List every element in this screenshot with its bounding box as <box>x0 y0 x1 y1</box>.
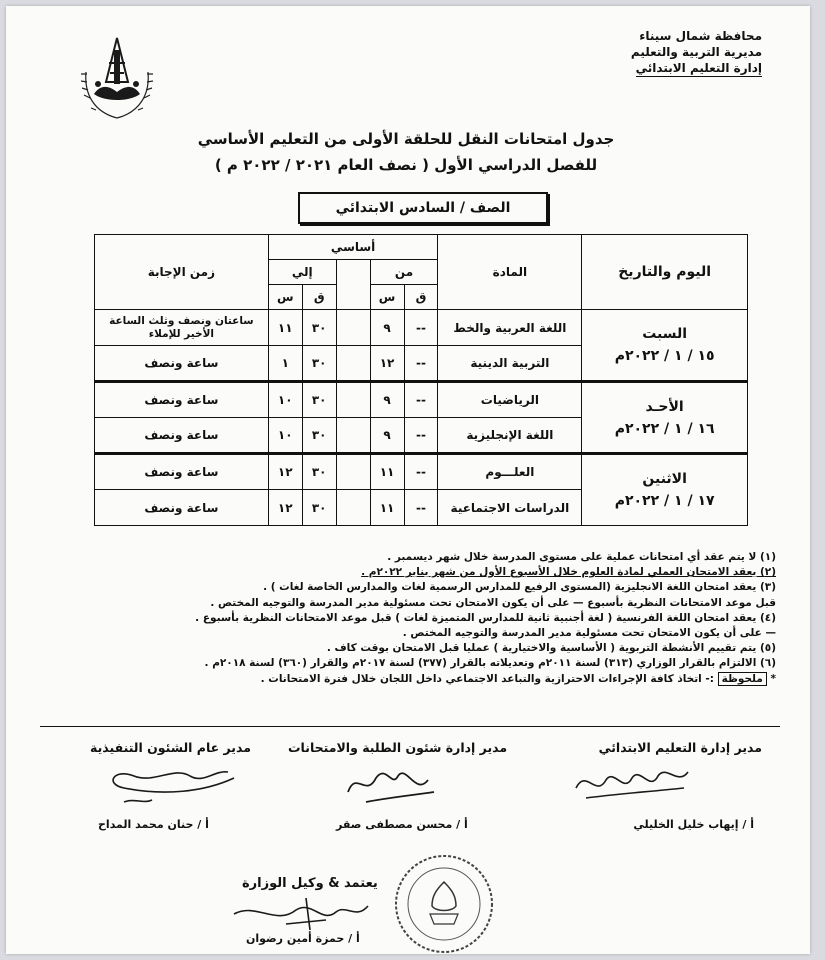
day-date: ١٦ / ١ / ٢٠٢٢م <box>614 420 715 437</box>
day-cell <box>582 382 748 454</box>
note-3-continued: قبل موعد الامتحانات النظرية بأسبوع — على أن يكون الامتحان تحت مسئولية مدير المدرسة والتوجيه المختص . <box>210 596 776 609</box>
spacer-cell <box>336 490 370 526</box>
handwritten-signature-2 <box>336 758 446 808</box>
approval-title: يعتمد & وكيل الوزارة <box>242 876 378 891</box>
to-s-cell: ١٢ <box>268 454 302 490</box>
remark: * ملحوظة :- اتخاذ كافة الإجراءات الاحترازية والتباعد الاجتماعي داخل اللجان خلال فترة الامتحانات . <box>260 672 776 685</box>
header-to-q: ق <box>302 285 336 310</box>
header-duration: زمن الإجابة <box>95 235 269 310</box>
administration-name: إدارة التعليم الابتدائي <box>635 61 762 75</box>
from-s-cell: ١١ <box>370 454 404 490</box>
table-row <box>95 454 748 490</box>
header-day-date: اليوم والتاريخ <box>582 235 748 310</box>
duration-cell: ساعة ونصف <box>95 382 269 418</box>
note-2: (٢) يعقد الامتحان العملي لمادة العلوم خلال الأسبوع الأول من شهر يناير ٢٠٢٢م . <box>361 566 776 579</box>
from-s-cell: ٩ <box>370 382 404 418</box>
note-3: (٣) يعقد امتحان اللغة الانجليزية (المستوى الرفيع للمدارس الرسمية لغات والمدارس الخاصة لغات ) . <box>263 581 776 594</box>
signature-name-student-affairs: أ / محسن مصطفى صقر <box>336 818 468 831</box>
remark-label: ملحوظة <box>718 672 767 686</box>
directorate-name: مديرية التربية والتعليم <box>630 45 762 59</box>
spacer-cell <box>336 454 370 490</box>
note-4-continued: — على أن يكون الامتحان تحت مسئولية مدير المدرسة والتوجيه المختص . <box>402 627 776 640</box>
spacer-cell <box>336 346 370 382</box>
day-name: السبت <box>642 326 688 342</box>
handwritten-signature-approval <box>226 894 376 934</box>
subject-cell: اللغة العربية والخط <box>438 310 582 346</box>
spacer-cell <box>336 418 370 454</box>
duration-cell: ساعتان ونصف وثلث الساعة الأخير للإملاء <box>95 310 269 346</box>
from-s-cell: ١١ <box>370 490 404 526</box>
day-cell <box>582 310 748 382</box>
duration-cell: ساعة ونصف <box>95 418 269 454</box>
duration-cell: ساعة ونصف <box>95 346 269 382</box>
table-row <box>95 382 748 418</box>
remark-text: :- اتخاذ كافة الإجراءات الاحترازية والتباعد الاجتماعي داخل اللجان خلال فترة الامتحانات . <box>260 672 714 685</box>
signature-title-student-affairs: مدير إدارة شئون الطلبة والامتحانات <box>288 740 508 755</box>
to-q-cell: ٣٠ <box>302 346 336 382</box>
note-6: (٦) الالتزام بالقرار الوزاري (٣١٣) لسنة ٢٠١١م وتعديلاته بالقرار (٣٧٧) لسنة ٢٠١٧م والقرار (٣٦٠) لسنة ٢٠١٨م . <box>204 657 776 670</box>
to-s-cell: ١٠ <box>268 382 302 418</box>
signature-title-executive-affairs: مدير عام الشئون التنفيذية <box>90 740 251 755</box>
from-s-cell: ٩ <box>370 310 404 346</box>
duration-cell: ساعة ونصف <box>95 490 269 526</box>
spacer-cell <box>336 382 370 418</box>
issuing-authority <box>532 28 762 77</box>
official-stamp-icon <box>392 852 496 956</box>
governorate-emblem-icon <box>76 32 158 124</box>
header-to-s: س <box>268 285 302 310</box>
grade-label: الصف / السادس الابتدائي <box>298 192 548 224</box>
signature-name-executive-affairs: أ / حنان محمد المداح <box>98 818 209 831</box>
day-cell <box>582 454 748 526</box>
spacer-cell <box>336 310 370 346</box>
day-date: ١٥ / ١ / ٢٠٢٢م <box>614 348 715 364</box>
to-s-cell: ١٠ <box>268 418 302 454</box>
handwritten-signature-1 <box>566 758 696 808</box>
from-q-cell: -- <box>404 346 438 382</box>
signature-name-primary-director: أ / إيهاب خليل الخليلي <box>633 818 754 831</box>
document-page <box>6 6 810 954</box>
subject-cell: التربية الدينية <box>438 346 582 382</box>
duration-cell: ساعة ونصف <box>95 454 269 490</box>
to-q-cell: ٣٠ <box>302 454 336 490</box>
header-from: من <box>370 260 438 285</box>
table-row <box>95 310 748 346</box>
approval-name: أ / حمزة أمين رضوان <box>246 932 360 945</box>
to-q-cell: ٣٠ <box>302 418 336 454</box>
from-q-cell: -- <box>404 490 438 526</box>
header-from-s: س <box>370 285 404 310</box>
governorate-name: محافظة شمال سيناء <box>639 29 762 43</box>
signature-divider <box>40 726 780 727</box>
header-from-q: ق <box>404 285 438 310</box>
note-4: (٤) يعقد امتحان اللغة الفرنسية ( لغة أجنبية ثانية للمدارس المتميزة لغات ) قبل موعد الامتحانات النظرية بأسبوع . <box>195 611 776 624</box>
note-1: (١) لا يتم عقد أي امتحانات عملية على مستوى المدرسة خلال شهر ديسمبر . <box>387 551 776 563</box>
day-date: ١٧ / ١ / ٢٠٢٢م <box>614 493 715 509</box>
exam-schedule-table <box>94 234 748 526</box>
handwritten-signature-3 <box>94 758 244 808</box>
to-q-cell: ٣٠ <box>302 310 336 346</box>
from-q-cell: -- <box>404 418 438 454</box>
from-q-cell: -- <box>404 310 438 346</box>
note-5: (٥) يتم تقييم الأنشطة التربوية ( الأساسية والاختيارية ) عمليا قبل الامتحان بوقت كاف . <box>326 642 776 655</box>
subject-cell: الدراسات الاجتماعية <box>438 490 582 526</box>
notes-section <box>46 550 776 687</box>
from-q-cell: -- <box>404 382 438 418</box>
schedule-title: جدول امتحانات النقل للحلقة الأولى من التعليم الأساسي <box>197 130 615 148</box>
to-s-cell: ١٢ <box>268 490 302 526</box>
subject-cell: العلـــوم <box>438 454 582 490</box>
day-name: الاثنين <box>642 471 687 487</box>
subject-cell: اللغة الإنجليزية <box>438 418 582 454</box>
to-s-cell: ١١ <box>268 310 302 346</box>
subject-cell: الرياضيات <box>438 382 582 418</box>
from-q-cell: -- <box>404 454 438 490</box>
to-q-cell: ٣٠ <box>302 382 336 418</box>
header-basic: أساسي <box>268 235 438 260</box>
to-s-cell: ١ <box>268 346 302 382</box>
term-title: للفصل الدراسي الأول ( نصف العام ٢٠٢١ / ٢٠٢٢ م ) <box>214 156 598 174</box>
header-to: إلي <box>268 260 336 285</box>
from-s-cell: ٩ <box>370 418 404 454</box>
signature-title-primary-director: مدير إدارة التعليم الابتدائي <box>598 740 762 755</box>
header-subject: المادة <box>438 235 582 310</box>
from-s-cell: ١٢ <box>370 346 404 382</box>
day-name: الأحـد <box>645 398 684 415</box>
to-q-cell: ٣٠ <box>302 490 336 526</box>
